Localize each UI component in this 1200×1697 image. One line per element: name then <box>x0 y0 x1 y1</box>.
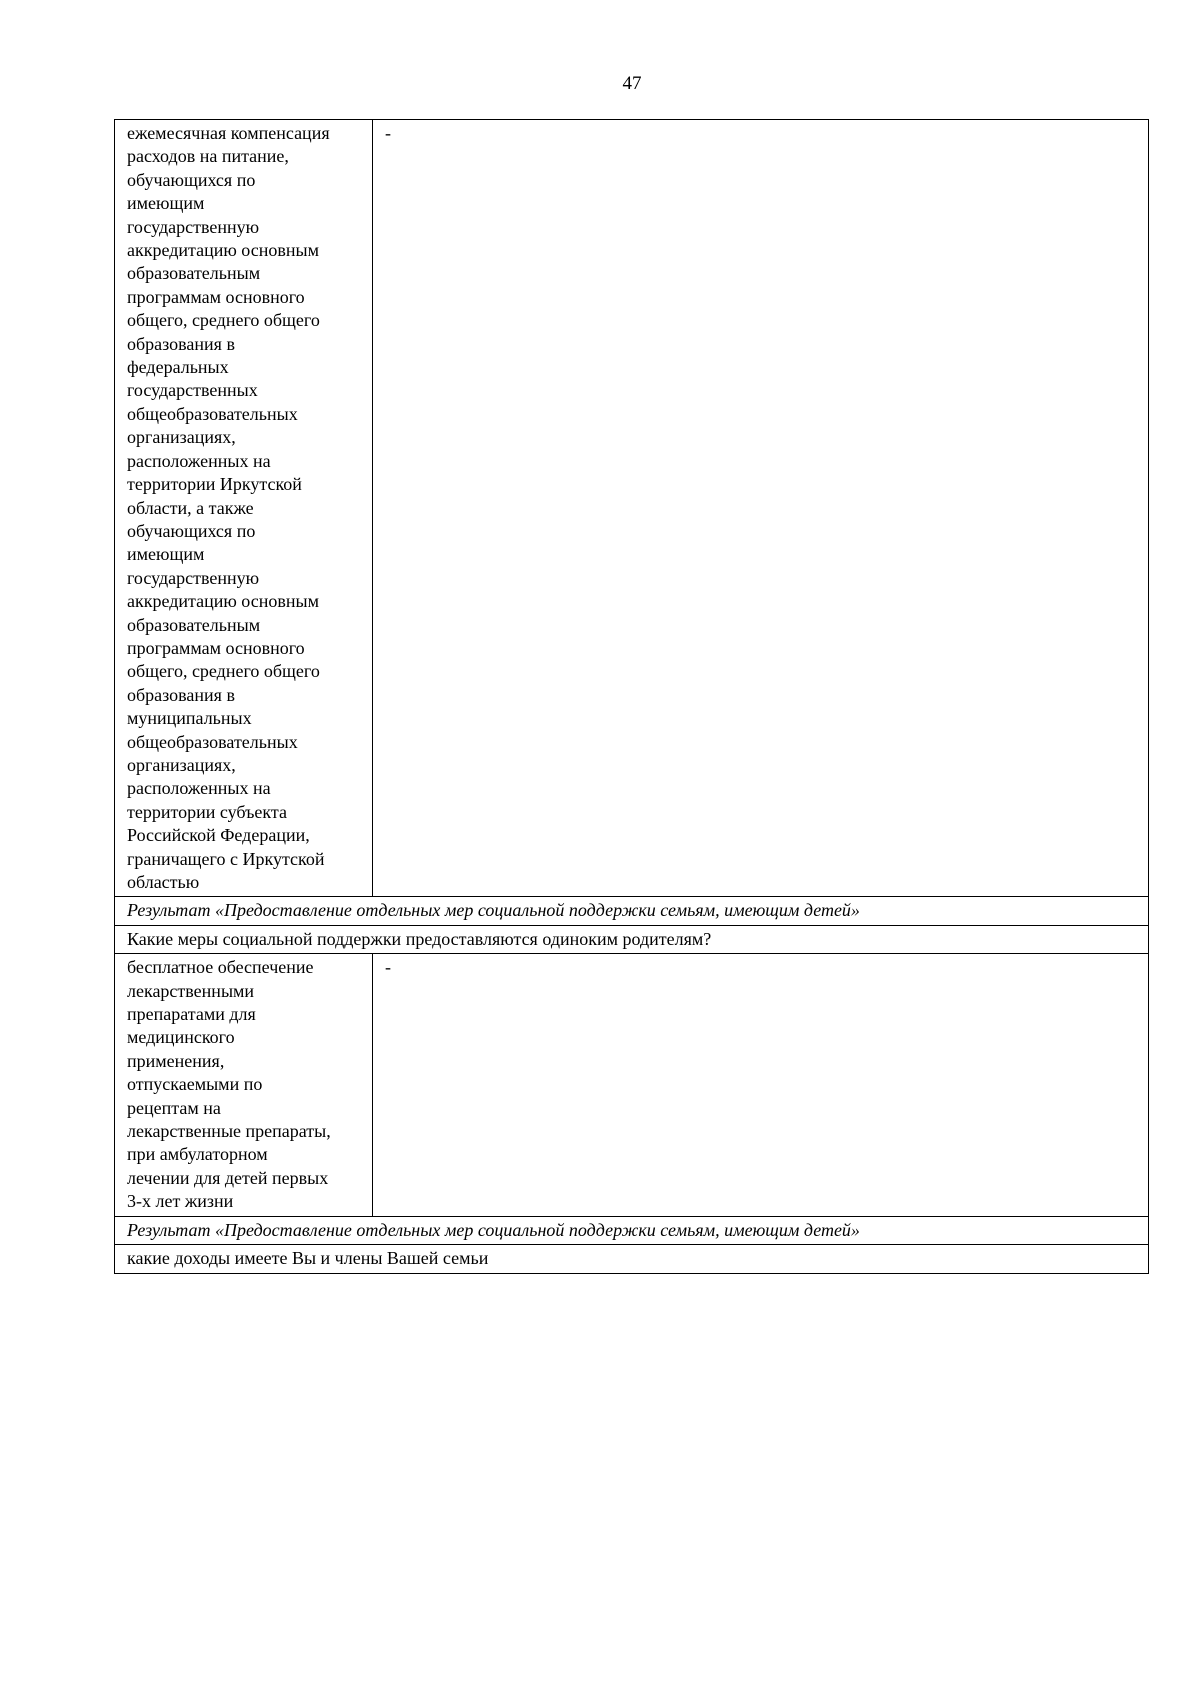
result-cell: Результат «Предоставление отдельных мер социальной поддержки семьям, имеющим детей» <box>115 1216 1149 1244</box>
measure-value-cell: - <box>373 954 1149 1216</box>
table-row <box>115 897 1149 925</box>
question-cell: какие доходы имеете Вы и члены Вашей семьи <box>115 1245 1149 1273</box>
measure-name-cell: бесплатное обеспечение лекарственными препаратами для медицинского применения, отпускаемыми по рецептам на лекарственные препараты, при амбулаторном лечении для детей первых 3-х лет жизни <box>115 954 373 1216</box>
table-row <box>115 1216 1149 1244</box>
table-row <box>115 1245 1149 1273</box>
table-row <box>115 120 1149 897</box>
measure-value-cell: - <box>373 120 1149 897</box>
question-cell: Какие меры социальной поддержки предоставляются одиноким родителям? <box>115 925 1149 953</box>
page-number: 47 <box>622 73 642 94</box>
table-row <box>115 954 1149 1216</box>
measures-table <box>114 119 1149 1274</box>
measure-name-cell: ежемесячная компенсация расходов на питание, обучающихся по имеющим государственную аккредитацию основным образовательным программам основного общего, среднего общего образования в федеральных государственных общеобразовательных организациях, расположенных на территории Иркутской области, а также обучающихся по имеющим государственную аккредитацию основным образовательным программам основного общего, среднего общего образования в муниципальных общеобразовательных организациях, расположенных на территории субъекта Российской Федерации, граничащего с Иркутской областью <box>115 120 373 897</box>
table-row <box>115 925 1149 953</box>
result-cell: Результат «Предоставление отдельных мер социальной поддержки семьям, имеющим детей» <box>115 897 1149 925</box>
